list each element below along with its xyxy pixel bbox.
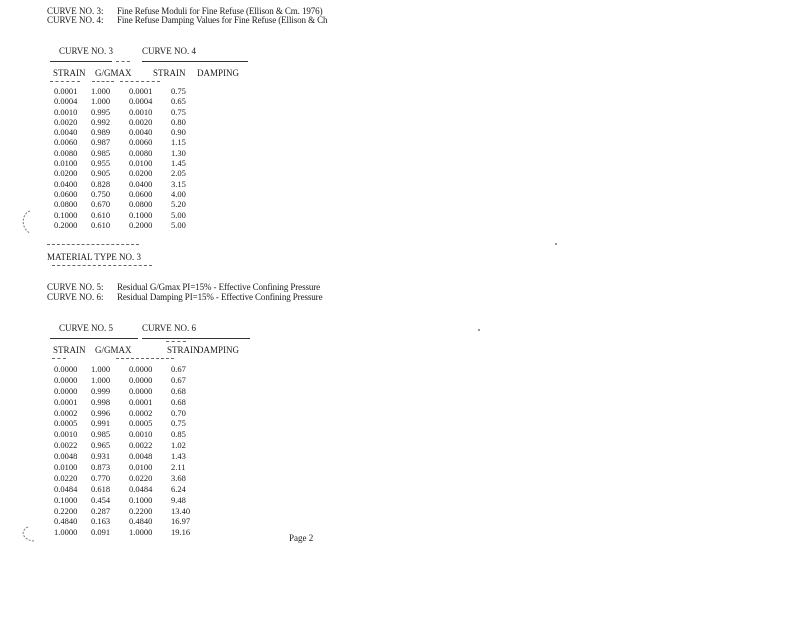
table-cell: 0.1000 [54,494,78,505]
table-cell: 0.0400 [129,178,153,189]
table-cell: 0.75 [171,418,186,429]
table-cell: 0.85 [171,429,186,440]
table-row [54,375,204,386]
table-row [54,418,204,429]
table-cell: 0.991 [91,418,111,429]
table-cell: 0.67 [171,374,186,385]
curve-4-description [47,15,327,25]
rule [166,341,186,342]
table-cell: 1.000 [91,364,111,374]
table-cell: 0.0001 [54,86,78,96]
table-row [54,137,204,147]
table-cell: 16.97 [171,516,191,527]
table-cell: 0.65 [171,96,186,107]
table-row [54,462,204,473]
table-cell: 0.4840 [54,516,78,527]
table-row [54,199,204,209]
column-header: STRAIN [53,68,86,78]
column-header: STRAIN [153,68,186,78]
table-cell: 0.1000 [129,494,153,505]
table-cell: 0.0001 [129,86,153,96]
table-cell: 0.70 [171,407,186,418]
table-cell: 0.0048 [129,451,153,462]
table-row [54,189,204,199]
table-cell: 0.90 [171,127,186,138]
table-cell: 0.0600 [54,188,78,199]
table-cell: 1.000 [91,96,111,107]
table-cell: 1.30 [171,147,186,158]
table-cell: 0.0002 [129,407,153,418]
table-cell: 0.2000 [129,219,153,230]
rule [50,338,138,339]
table-cell: 0.0400 [54,178,78,189]
block1-column-headers [53,68,253,78]
rule [50,61,112,62]
block2-curve-a: CURVE NO. 5 [59,323,114,333]
table-cell: 0.0600 [129,188,153,199]
curve-5-description [47,282,320,292]
table-cell: 3.15 [171,178,186,189]
table-cell: 0.998 [91,396,111,407]
rule [52,265,152,266]
curve-label: CURVE NO. 3: [47,6,104,16]
table-cell: 0.4840 [129,516,153,527]
scan-speck [478,329,480,331]
table-cell: 0.1000 [54,209,78,220]
table-cell: 1.43 [171,451,186,462]
table-row [54,386,204,397]
column-header: STRAIN [53,345,86,355]
table-cell: 3.68 [171,472,186,483]
table-cell: 0.0080 [54,147,78,158]
table-row [54,86,204,96]
rule [50,81,80,82]
table-cell: 1.000 [91,374,111,385]
rule [120,81,160,82]
table-cell: 0.0800 [129,199,153,210]
table-row [54,429,204,440]
table-cell: 0.0002 [54,407,78,418]
table-cell: 0.0100 [54,158,78,169]
rule [142,61,248,62]
table-row [54,451,204,462]
page-number: Page 2 [289,533,314,543]
table-row [54,96,204,106]
curve-desc: Fine Refuse Damping Values for Fine Refuse (Ellison & Ch [117,15,328,25]
table-cell: 0.905 [91,168,111,179]
table-row [54,484,204,495]
table-cell: 2.05 [171,168,186,179]
table-row [54,495,204,506]
curve-6-description [47,292,322,302]
table-cell: 0.091 [91,527,111,538]
table-cell: 1.0000 [54,527,78,538]
table-cell: 1.000 [91,86,111,96]
rule [92,81,114,82]
table-cell: 1.02 [171,440,186,451]
curve-label: CURVE NO. 5: [47,282,104,292]
table-cell: 0.2200 [129,505,153,516]
curve-label: CURVE NO. 4: [47,15,104,25]
table-cell: 0.610 [91,219,111,230]
table-cell: 0.454 [91,494,111,505]
table-row [54,440,204,451]
table-cell: 1.45 [171,158,186,169]
table-cell: 0.0484 [54,483,78,494]
table-cell: 0.750 [91,188,111,199]
rule [52,358,66,359]
table-cell: 0.0000 [129,364,153,374]
table-cell: 5.20 [171,199,186,210]
table-cell: 0.0220 [129,472,153,483]
table-cell: 5.00 [171,219,186,230]
block2-curve-b: CURVE NO. 6 [142,323,197,333]
column-header: DAMPING [197,345,240,355]
table-cell: 6.24 [171,483,186,494]
table-cell: 0.0220 [54,472,78,483]
table-row [54,117,204,127]
table-cell: 0.0060 [54,137,78,148]
table-row [54,408,204,419]
table-cell: 0.610 [91,209,111,220]
table-cell: 0.618 [91,483,111,494]
table-cell: 0.0000 [54,385,78,396]
table-row [54,127,204,137]
table-cell: 0.287 [91,505,111,516]
table-cell: 0.67 [171,364,186,374]
table-cell: 0.0000 [129,385,153,396]
table-cell: 0.996 [91,407,111,418]
table-cell: 1.0000 [129,527,153,538]
curve-desc: Fine Refuse Moduli for Fine Refuse (Ellison & Cm. 1976) [117,6,323,16]
table-cell: 0.0200 [129,168,153,179]
table-cell: 0.995 [91,106,111,117]
table-row [54,107,204,117]
block1-curve-a: CURVE NO. 3 [59,46,114,56]
table-cell: 0.0100 [129,158,153,169]
table-cell: 0.2000 [54,219,78,230]
block1-table [54,86,204,230]
table-cell: 0.0060 [129,137,153,148]
table-cell: 0.965 [91,440,111,451]
table-row [54,179,204,189]
table-row [54,148,204,158]
table-cell: 0.0080 [129,147,153,158]
material-type-heading: MATERIAL TYPE NO. 3 [47,252,141,262]
column-header: DAMPING [197,68,240,78]
table-cell: 0.0100 [54,462,78,473]
table-cell: 0.0001 [54,396,78,407]
table-cell: 5.00 [171,209,186,220]
table-cell: 0.0800 [54,199,78,210]
table-row [54,397,204,408]
table-cell: 0.873 [91,462,111,473]
table-cell: 0.0040 [54,127,78,138]
rule [116,61,130,62]
table-cell: 0.0005 [54,418,78,429]
table-cell: 0.0100 [129,462,153,473]
punch-hole-mark [16,208,36,236]
table-cell: 0.0020 [54,116,78,127]
table-cell: 0.0000 [54,364,78,374]
block1-curve-b: CURVE NO. 4 [142,46,197,56]
table-cell: 9.48 [171,494,186,505]
table-cell: 0.0001 [129,396,153,407]
table-cell: 4.00 [171,188,186,199]
table-cell: 0.80 [171,116,186,127]
curve-label: CURVE NO. 6: [47,292,104,302]
table-cell: 0.0000 [129,374,153,385]
table-cell: 0.68 [171,385,186,396]
table-row [54,506,204,517]
table-row [54,527,204,538]
table-cell: 0.987 [91,137,111,148]
table-row [54,168,204,178]
table-cell: 0.0048 [54,451,78,462]
table-cell: 0.992 [91,116,111,127]
table-cell: 0.0022 [54,440,78,451]
table-cell: 0.75 [171,106,186,117]
column-header: STRAIN [167,345,200,355]
table-cell: 0.0040 [129,127,153,138]
table-row [54,473,204,484]
table-cell: 0.931 [91,451,111,462]
curve-desc: Residual G/Gmax PI=15% - Effective Confining Pressure [117,282,321,292]
table-cell: 0.955 [91,158,111,169]
table-cell: 0.0010 [129,106,153,117]
table-cell: 0.0020 [129,116,153,127]
block2-column-headers [53,345,253,355]
table-cell: 0.0010 [54,429,78,440]
table-row [54,364,204,375]
table-row [54,220,204,230]
punch-hole-mark [16,524,40,546]
table-cell: 0.163 [91,516,111,527]
column-header: G/GMAX [95,345,132,355]
table-cell: 1.15 [171,137,186,148]
curve-desc: Residual Damping PI=15% - Effective Confining Pressure [117,292,323,302]
table-cell: 0.68 [171,396,186,407]
table-cell: 0.2200 [54,505,78,516]
table-cell: 0.985 [91,429,111,440]
table-row [54,516,204,527]
table-cell: 0.1000 [129,209,153,220]
block2-table [54,364,204,538]
table-cell: 0.999 [91,385,111,396]
table-cell: 0.0010 [129,429,153,440]
table-cell: 0.0200 [54,168,78,179]
rule [47,244,139,245]
table-cell: 0.0000 [54,374,78,385]
table-cell: 0.0022 [129,440,153,451]
table-cell: 13.40 [171,505,191,516]
table-cell: 0.770 [91,472,111,483]
column-header: G/GMAX [95,68,132,78]
table-cell: 0.0484 [129,483,153,494]
table-cell: 0.989 [91,127,111,138]
table-cell: 19.16 [171,527,191,538]
table-row [54,210,204,220]
table-cell: 0.828 [91,178,111,189]
table-cell: 0.985 [91,147,111,158]
table-cell: 0.75 [171,86,186,96]
scan-speck [555,243,557,245]
rule [142,338,250,339]
table-cell: 0.670 [91,199,111,210]
table-row [54,158,204,168]
table-cell: 2.11 [171,462,186,473]
table-cell: 0.0010 [54,106,78,117]
table-cell: 0.0004 [54,96,78,107]
table-cell: 0.0004 [129,96,153,107]
rule [116,358,174,359]
table-cell: 0.0005 [129,418,153,429]
